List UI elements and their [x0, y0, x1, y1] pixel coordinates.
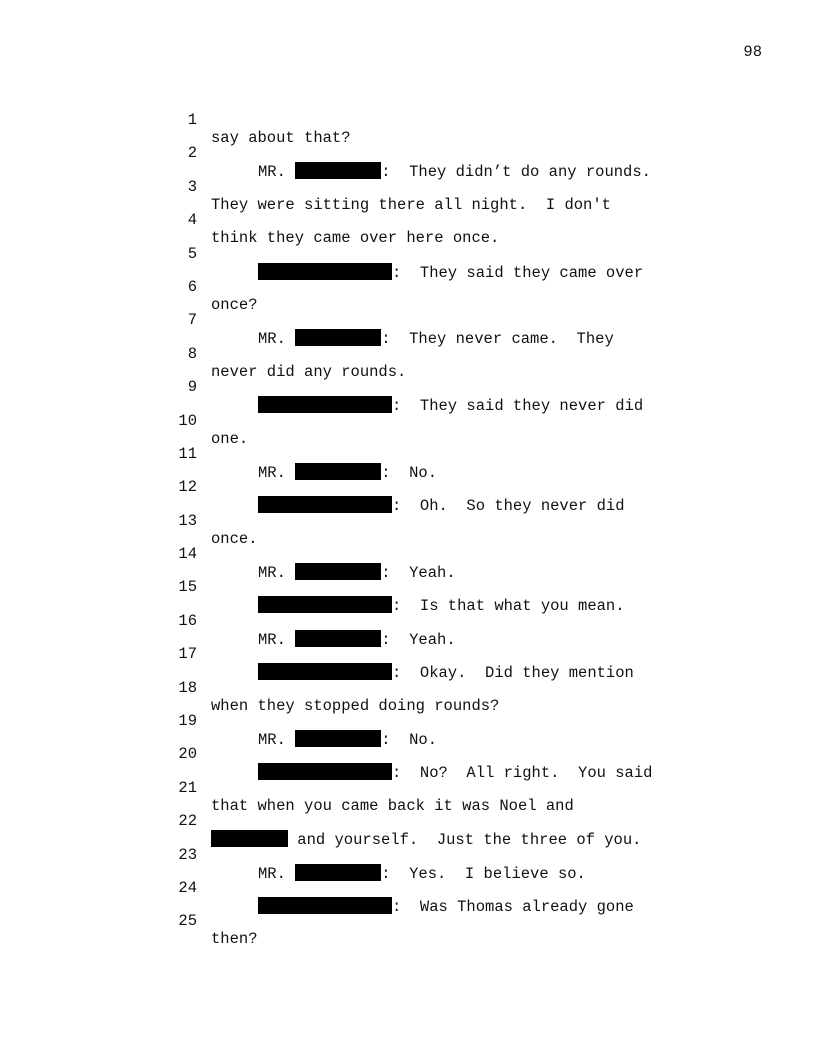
- line-text: : They said they came over: [211, 263, 643, 282]
- transcript-line: [0, 761, 816, 815]
- transcript-line: [0, 861, 816, 916]
- line-number: 12: [178, 478, 197, 497]
- line-number: 3: [187, 177, 197, 196]
- line-text: never did any rounds.: [211, 362, 407, 381]
- transcript-line: [0, 894, 816, 949]
- transcript-line: [0, 494, 816, 548]
- transcript-line: [0, 527, 816, 583]
- line-text: MR. : Yes. I believe so.: [258, 864, 586, 883]
- transcript-line: [0, 327, 816, 381]
- line-text: MR. : No.: [258, 731, 438, 750]
- line-number: 6: [187, 277, 197, 296]
- line-number: 16: [178, 611, 197, 630]
- speaker-prefix: MR.: [258, 463, 286, 482]
- transcript-line: [0, 293, 816, 349]
- page-number: 98: [743, 43, 762, 61]
- line-text: MR. : Yeah.: [258, 564, 456, 583]
- line-number: 7: [187, 311, 197, 330]
- transcript-line: [0, 126, 816, 182]
- line-text: : Is that what you mean.: [211, 596, 625, 615]
- speaker-prefix: MR.: [258, 731, 286, 750]
- line-number: 25: [178, 912, 197, 931]
- line-text: when they stopped doing rounds?: [211, 696, 500, 715]
- line-text: : Was Thomas already gone: [211, 897, 634, 916]
- line-text: MR. : Yeah.: [258, 630, 456, 649]
- line-number: 24: [178, 878, 197, 897]
- transcript-line: [0, 394, 816, 448]
- transcript-line: [0, 260, 816, 314]
- speaker-prefix: MR.: [258, 564, 286, 583]
- line-number: 1: [187, 111, 197, 129]
- line-text: once?: [211, 295, 258, 314]
- transcript-line: [0, 427, 816, 482]
- line-number: 4: [187, 211, 197, 230]
- line-text: once.: [211, 529, 258, 548]
- speaker-prefix: MR.: [258, 330, 286, 349]
- transcript-line: [0, 160, 816, 214]
- line-number: 10: [178, 411, 197, 430]
- line-text: that when you came back it was Noel and: [211, 796, 574, 815]
- line-number: 20: [178, 745, 197, 764]
- line-text: MR. : They never came. They: [258, 330, 614, 349]
- line-text: and yourself. Just the three of you.: [211, 830, 641, 849]
- transcript-line: [0, 727, 816, 783]
- transcript-line: [0, 794, 816, 850]
- speaker-prefix: MR.: [258, 163, 286, 182]
- line-number: 2: [187, 144, 197, 163]
- line-text: : Okay. Did they mention: [211, 663, 634, 682]
- transcript-line: [0, 560, 816, 616]
- transcript-body: [0, 93, 816, 949]
- line-number: 21: [178, 778, 197, 797]
- transcript-line: [0, 828, 816, 883]
- line-text: They were sitting there all night. I don't: [211, 195, 611, 214]
- line-number: 5: [187, 244, 197, 263]
- transcript-line: [0, 227, 816, 282]
- line-number: 9: [187, 378, 197, 397]
- speaker-prefix: MR.: [258, 630, 286, 649]
- transcript-line: [0, 460, 816, 516]
- line-text: then?: [211, 930, 258, 949]
- transcript-line: [0, 694, 816, 750]
- transcript-line: [0, 93, 816, 147]
- transcript-line: [0, 360, 816, 416]
- line-text: MR. : They didn’t do any rounds.: [258, 163, 651, 182]
- line-number: 11: [178, 444, 197, 463]
- line-number: 17: [178, 645, 197, 664]
- transcript-line: [0, 661, 816, 715]
- line-text: : No? All right. You said: [211, 763, 652, 782]
- transcript-line: [0, 627, 816, 683]
- line-text: MR. : No.: [258, 463, 438, 482]
- line-number: 8: [187, 344, 197, 363]
- line-number: 23: [178, 845, 197, 864]
- line-number: 19: [178, 712, 197, 731]
- line-number: 22: [178, 812, 197, 831]
- line-number: 15: [178, 578, 197, 597]
- line-text: one.: [211, 429, 249, 448]
- speaker-prefix: MR.: [258, 864, 286, 883]
- transcript-line: [0, 594, 816, 649]
- line-number: 18: [178, 678, 197, 697]
- line-text: think they came over here once.: [211, 229, 500, 248]
- line-text: : Oh. So they never did: [211, 496, 625, 515]
- line-text: : They said they never did: [211, 396, 643, 415]
- line-number: 13: [178, 511, 197, 530]
- line-text: say about that?: [211, 129, 351, 147]
- transcript-line: [0, 193, 816, 248]
- line-number: 14: [178, 545, 197, 564]
